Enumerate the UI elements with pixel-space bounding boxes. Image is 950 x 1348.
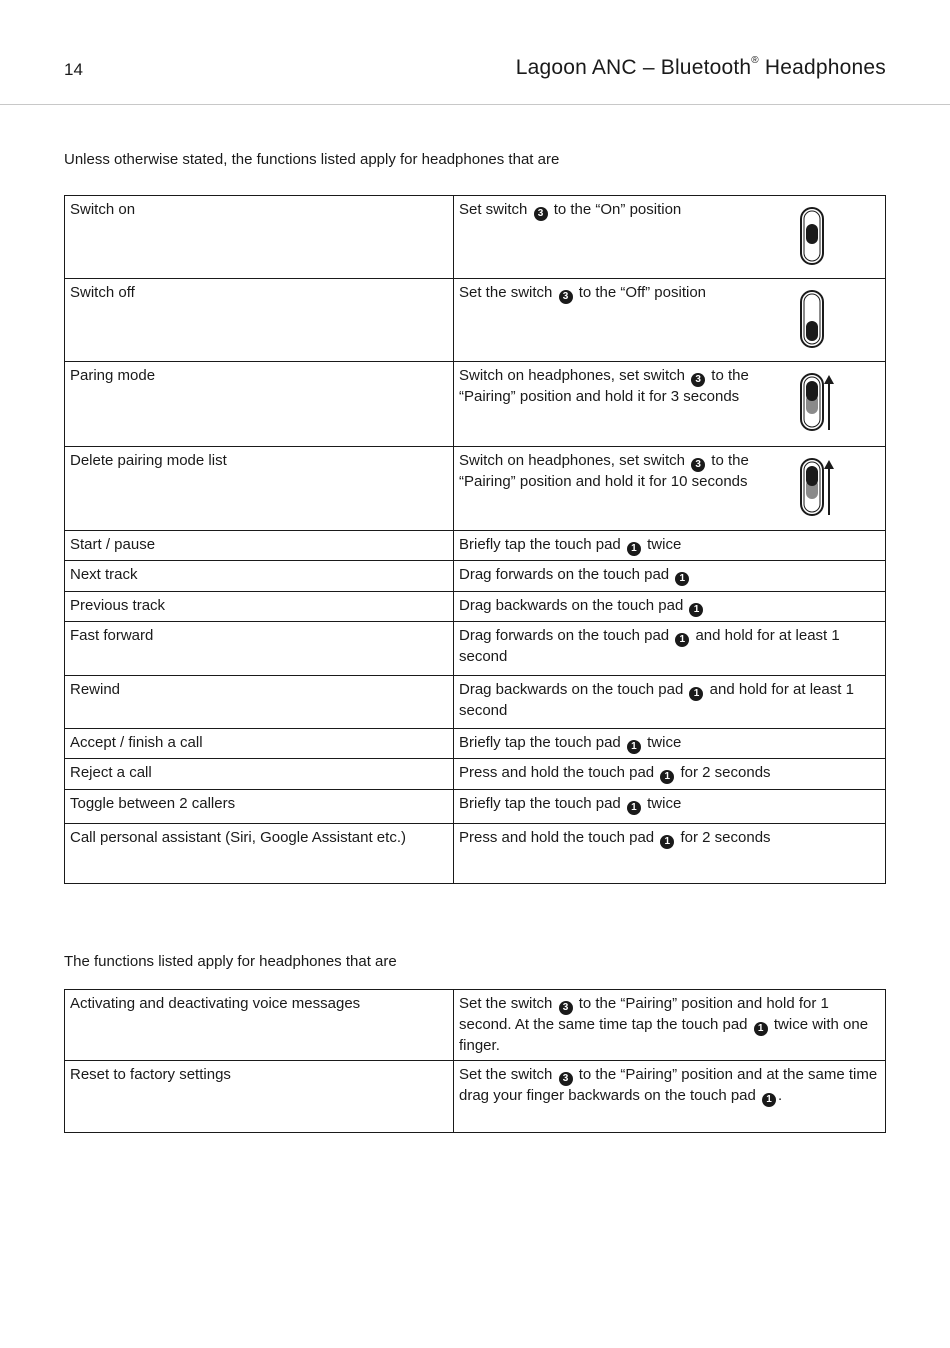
switch-off-icon: [791, 289, 835, 351]
function-cell: Activating and deactivating voice messages: [65, 990, 454, 1061]
description-cell: [454, 1061, 886, 1133]
table-row: [65, 759, 886, 790]
additional-functions-table: [64, 989, 886, 1133]
document-title: [516, 56, 886, 80]
table-row: [65, 790, 886, 824]
description-part: .: [778, 1087, 783, 1104]
section2-intro: The functions listed apply for headphones that are: [64, 953, 397, 970]
description-part: twice: [642, 734, 682, 751]
description-part: Drag forwards on the touch pad: [459, 627, 674, 644]
description-cell: [454, 362, 886, 447]
description-part: to the “Pairing” position and hold it for 10 seconds: [459, 452, 749, 490]
description-part: twice: [642, 795, 682, 812]
description-part: Set switch: [459, 201, 532, 218]
function-cell: Previous track: [65, 592, 454, 622]
description-part: Briefly tap the touch pad: [459, 536, 625, 553]
item-number-1-icon: 1: [754, 1022, 768, 1036]
registered-mark: ®: [751, 55, 759, 66]
function-cell: Switch off: [65, 279, 454, 362]
description-part: Set the switch: [459, 1066, 557, 1083]
item-number-3-icon: 3: [559, 1001, 573, 1015]
description-part: Briefly tap the touch pad: [459, 734, 625, 751]
description-part: Set the switch: [459, 284, 557, 301]
item-number-1-icon: 1: [675, 572, 689, 586]
item-number-1-icon: 1: [660, 835, 674, 849]
function-cell: Accept / finish a call: [65, 729, 454, 759]
header-divider: [0, 104, 950, 105]
function-cell: Reject a call: [65, 759, 454, 790]
description-text: [459, 794, 880, 815]
page-number: 14: [64, 60, 83, 79]
description-text: [459, 994, 880, 1055]
function-cell: Fast forward: [65, 622, 454, 676]
description-cell: [454, 990, 886, 1061]
description-part: Drag forwards on the touch pad: [459, 566, 674, 583]
function-cell: Call personal assistant (Siri, Google Assistant etc.): [65, 824, 454, 884]
description-cell: [454, 824, 886, 884]
item-number-3-icon: 3: [559, 1072, 573, 1086]
functions-table: [64, 195, 886, 884]
description-text: [459, 596, 880, 617]
item-number-1-icon: 1: [689, 687, 703, 701]
description-part: Press and hold the touch pad: [459, 829, 659, 846]
function-cell: Reset to factory settings: [65, 1061, 454, 1133]
description-cell: [454, 790, 886, 824]
description-part: to the “Pairing” position and hold it for 3 seconds: [459, 367, 749, 405]
table-row: [65, 362, 886, 447]
function-cell: Switch on: [65, 196, 454, 279]
description-text: [459, 680, 880, 720]
description-part: Drag backwards on the touch pad: [459, 681, 688, 698]
item-number-3-icon: 3: [691, 373, 705, 387]
title-text: Lagoon ANC – Bluetooth: [515, 56, 752, 79]
item-number-3-icon: 3: [534, 207, 548, 221]
description-cell: [454, 196, 886, 279]
table-row: [65, 676, 886, 729]
description-part: Drag backwards on the touch pad: [459, 597, 688, 614]
item-number-1-icon: 1: [660, 770, 674, 784]
item-number-1-icon: 1: [689, 603, 703, 617]
item-number-1-icon: 1: [675, 633, 689, 647]
item-number-1-icon: 1: [627, 740, 641, 754]
section1-intro: Unless otherwise stated, the functions listed apply for headphones that are: [64, 151, 560, 168]
table-row: [65, 447, 886, 531]
description-cell: [454, 676, 886, 729]
description-part: to the “Pairing” position and at the same time drag your finger backwards on the touch pad: [459, 1066, 878, 1104]
description-cell: [454, 622, 886, 676]
function-cell: Rewind: [65, 676, 454, 729]
table-row: [65, 196, 886, 279]
description-cell: [454, 759, 886, 790]
function-cell: Toggle between 2 callers: [65, 790, 454, 824]
switch-pairing-icon: [791, 372, 835, 434]
description-part: to the “On” position: [549, 201, 682, 218]
description-text: [459, 1065, 880, 1107]
function-cell: Next track: [65, 561, 454, 592]
switch-pairing-icon: [791, 457, 835, 519]
description-cell: [454, 279, 886, 362]
table-row: [65, 824, 886, 884]
description-part: to the “Pairing” position and hold for 1 second. At the same time tap the touch pad: [459, 995, 829, 1033]
description-part: to the “Off” position: [574, 284, 707, 301]
description-part: for 2 seconds: [676, 764, 771, 781]
item-number-3-icon: 3: [559, 290, 573, 304]
item-number-1-icon: 1: [762, 1093, 776, 1107]
table-row: [65, 990, 886, 1061]
table-row: [65, 561, 886, 592]
description-text: [459, 535, 880, 556]
table-row: [65, 279, 886, 362]
title-suffix: Headphones: [758, 56, 886, 79]
description-text: [459, 565, 880, 586]
description-cell: [454, 729, 886, 759]
description-text: [459, 733, 880, 754]
description-part: Briefly tap the touch pad: [459, 795, 625, 812]
description-cell: [454, 531, 886, 561]
function-cell: Start / pause: [65, 531, 454, 561]
table-row: [65, 531, 886, 561]
description-part: Switch on headphones, set switch: [459, 452, 690, 469]
description-text: [459, 828, 880, 849]
description-part: twice: [642, 536, 682, 553]
description-part: twice with one finger.: [459, 1016, 869, 1054]
function-cell: Paring mode: [65, 362, 454, 447]
item-number-1-icon: 1: [627, 801, 641, 815]
item-number-1-icon: 1: [627, 542, 641, 556]
description-part: Switch on headphones, set switch: [459, 367, 690, 384]
item-number-3-icon: 3: [691, 458, 705, 472]
table-row: [65, 729, 886, 759]
description-part: Set the switch: [459, 995, 557, 1012]
description-cell: [454, 447, 886, 531]
description-part: and hold for at least 1 second: [459, 681, 854, 719]
table-row: [65, 622, 886, 676]
description-cell: [454, 592, 886, 622]
description-part: and hold for at least 1 second: [459, 627, 840, 665]
table-row: [65, 592, 886, 622]
description-cell: [454, 561, 886, 592]
description-part: for 2 seconds: [676, 829, 771, 846]
table-row: [65, 1061, 886, 1133]
function-cell: Delete pairing mode list: [65, 447, 454, 531]
description-part: Press and hold the touch pad: [459, 764, 659, 781]
switch-on-icon: [791, 206, 835, 268]
description-text: [459, 763, 880, 784]
description-text: [459, 626, 880, 666]
